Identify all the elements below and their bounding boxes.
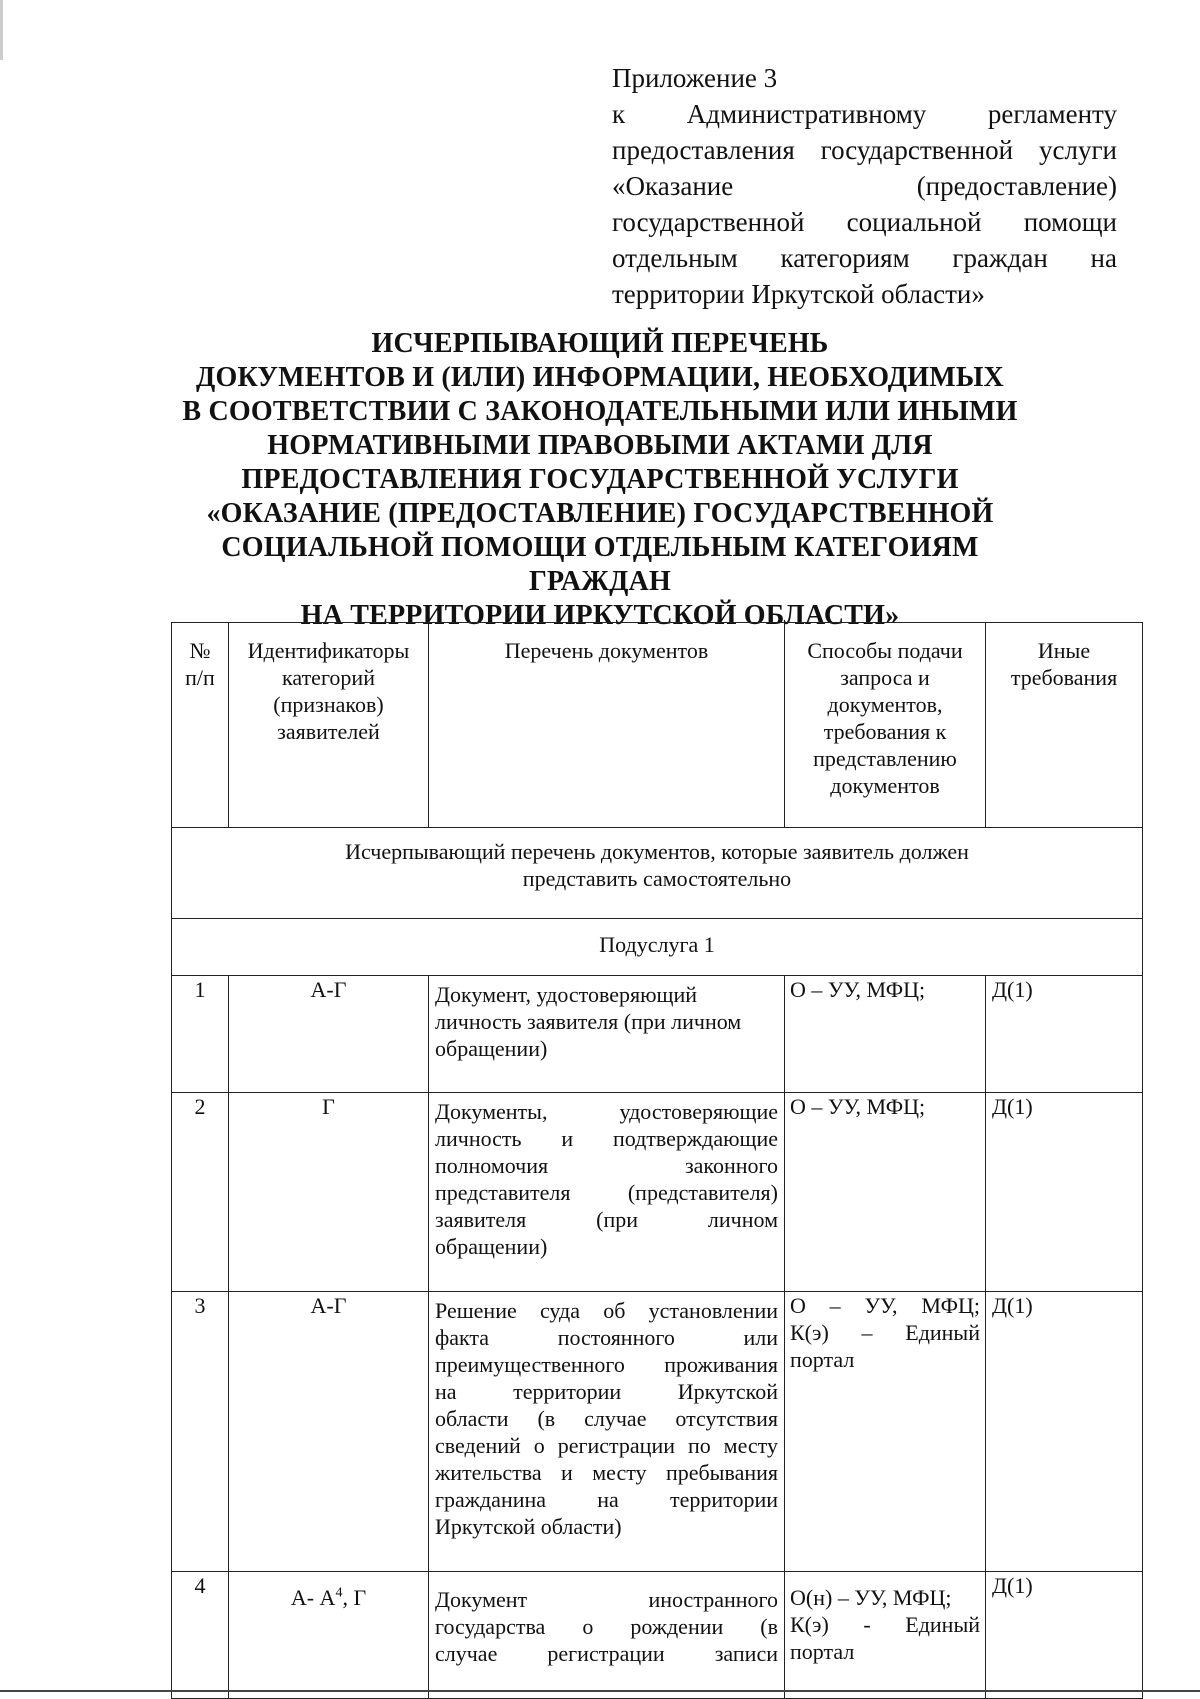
scan-edge-mark [0, 0, 3, 60]
row-document: Решение суда об установлении факта постоянного или преимущественного проживания на территории Иркутской области (в случае отсутствия сведений о регистрации по месту жительства и месту пребывания гражданина на территории Иркутской области) [429, 1292, 785, 1572]
row-other: Д(1) [986, 1572, 1143, 1699]
appendix-reference [612, 96, 1117, 312]
documents-table [171, 622, 1143, 1699]
row-category: А- $А^4$, Г [229, 1572, 429, 1699]
row-number: 3 [172, 1292, 229, 1572]
row-other: Д(1) [986, 1093, 1143, 1292]
title-line: НОРМАТИВНЫМИ ПРАВОВЫМИ АКТАМИ ДЛЯ [267, 430, 933, 461]
title-line: СОЦИАЛЬНОЙ ПОМОЩИ ОТДЕЛЬНЫМ КАТЕГОИЯМ ГРАЖДАН [221, 532, 979, 597]
row-category: А-Г [229, 1292, 429, 1572]
row-method: О(н) – УУ, МФЦ; К(э) - Единый портал [785, 1572, 986, 1699]
row-number: 4 [172, 1572, 229, 1699]
table-row [172, 1572, 1143, 1699]
header-number: № п/п [172, 623, 229, 828]
title-line: ПРЕДОСТАВЛЕНИЯ ГОСУДАРСТВЕННОЙ УСЛУГИ [241, 464, 959, 495]
appendix-number: Приложение 3 [612, 63, 778, 93]
row-method: О – УУ, МФЦ; [785, 1093, 986, 1292]
appendix-line: государственной социальной помощи [612, 207, 1117, 237]
page-bottom-edge [0, 1690, 1200, 1692]
title-line: ИСЧЕРПЫВАЮЩИЙ ПЕРЕЧЕНЬ [371, 328, 829, 359]
section-heading: Исчерпывающий перечень документов, которые заявитель должен представить самостоятельно [172, 828, 1143, 919]
row-number: 1 [172, 976, 229, 1093]
subservice-heading: Подуслуга 1 [172, 919, 1143, 976]
appendix-line: отдельным категориям граждан на [612, 243, 1117, 273]
title-line: НА ТЕРРИТОРИИ ИРКУТСКОЙ ОБЛАСТИ» [300, 600, 900, 631]
section-row [172, 828, 1143, 919]
appendix-line: предоставления государственной услуги [612, 135, 1117, 165]
table-row [172, 1292, 1143, 1572]
table-header-row [172, 623, 1143, 828]
appendix-line: «Оказание (предоставление) [612, 171, 1117, 201]
document-title [150, 327, 1050, 633]
appendix-line: территории Иркутской области» [612, 279, 985, 309]
row-category: А-Г [229, 976, 429, 1093]
table-row [172, 976, 1143, 1093]
row-document: Документ иностранного государства о рождении (в случае регистрации записи [429, 1572, 785, 1699]
row-other: Д(1) [986, 1292, 1143, 1572]
table-row [172, 1093, 1143, 1292]
header-other-requirements: Иные требования [986, 623, 1143, 828]
header-documents: Перечень документов [429, 623, 785, 828]
title-line: ДОКУМЕНТОВ И (ИЛИ) ИНФОРМАЦИИ, НЕОБХОДИМЫХ [196, 362, 1004, 393]
subservice-row [172, 919, 1143, 976]
appendix-block [612, 60, 1117, 312]
row-number: 2 [172, 1093, 229, 1292]
appendix-line: к Административному регламенту [612, 99, 1117, 129]
title-line: «ОКАЗАНИЕ (ПРЕДОСТАВЛЕНИЕ) ГОСУДАРСТВЕННОЙ [206, 498, 994, 529]
row-other: Д(1) [986, 976, 1143, 1093]
header-identifiers: Идентификаторы категорий (признаков) заявителей [229, 623, 429, 828]
row-method: О – УУ, МФЦ; [785, 976, 986, 1093]
row-category: Г [229, 1093, 429, 1292]
header-methods: Способы подачи запроса и документов, требования к представлению документов [785, 623, 986, 828]
row-document: Документ, удостоверяющий личность заявителя (при личном обращении) [429, 976, 785, 1093]
title-line: В СООТВЕТСТВИИ С ЗАКОНОДАТЕЛЬНЫМИ ИЛИ ИНЫМИ [182, 396, 1018, 427]
row-document: Документы, удостоверяющие личность и подтверждающие полномочия законного представителя (представителя) заявителя (при личном обращении) [429, 1093, 785, 1292]
row-method: О – УУ, МФЦ; К(э) – Единый портал [785, 1292, 986, 1572]
